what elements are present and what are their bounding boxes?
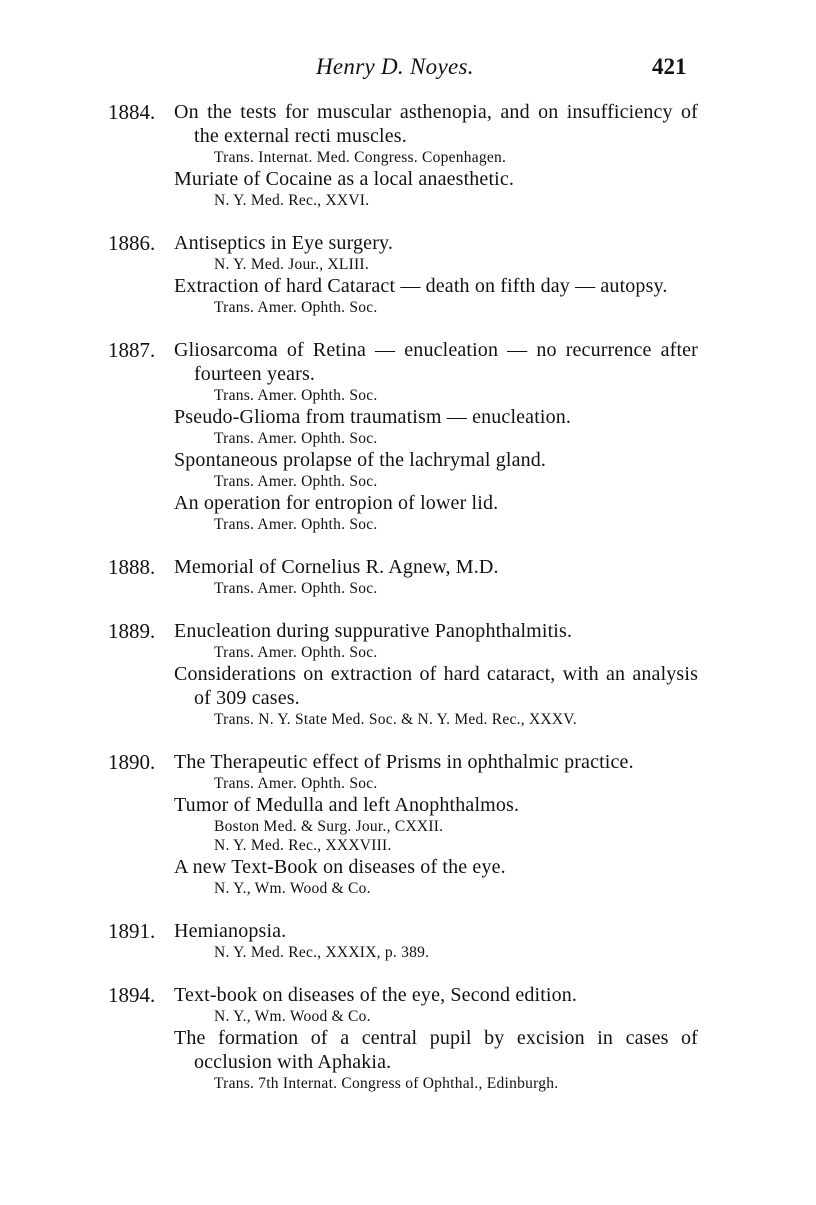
page-header — [0, 54, 816, 86]
publication-title: A new Text-Book on diseases of the eye. — [174, 856, 506, 878]
year-label: 1888. — [108, 555, 156, 579]
publication-entry — [174, 983, 698, 1026]
publication-entry — [174, 555, 698, 598]
publication-title: The Therapeutic effect of Prisms in ophthalmic practice. — [174, 751, 634, 773]
publication-source: Trans. Amer. Ophth. Soc. — [214, 299, 378, 316]
publication-source: Boston Med. & Surg. Jour., CXXII. — [214, 818, 444, 835]
year-group — [108, 555, 698, 598]
publication-entry — [174, 750, 698, 793]
year-label: 1886. — [108, 231, 156, 255]
year-group — [108, 338, 698, 534]
publication-source: N. Y. Med. Rec., XXXVIII. — [214, 837, 392, 854]
publication-source: N. Y., Wm. Wood & Co. — [214, 880, 371, 897]
publication-list — [174, 750, 698, 898]
publication-source: N. Y. Med. Jour., XLIII. — [214, 256, 369, 273]
publication-source: Trans. 7th Internat. Congress of Ophthal., Edinburgh. — [214, 1075, 559, 1092]
publication-entry — [174, 231, 698, 274]
publication-list — [174, 338, 698, 534]
publication-list — [174, 100, 698, 210]
year-label: 1894. — [108, 983, 156, 1007]
year-label: 1889. — [108, 619, 156, 643]
publication-entry — [174, 274, 698, 317]
publication-entry — [174, 491, 698, 534]
publication-list — [174, 983, 698, 1093]
publication-title: Antiseptics in Eye surgery. — [174, 232, 394, 254]
publication-entry — [174, 662, 698, 729]
publication-title: Spontaneous prolapse of the lachrymal gland. — [174, 449, 547, 471]
publication-entry — [174, 619, 698, 662]
year-group — [108, 231, 698, 317]
publication-entry — [174, 793, 698, 855]
publication-source: Trans. Amer. Ophth. Soc. — [214, 473, 378, 490]
publication-entry — [174, 338, 698, 405]
year-label: 1884. — [108, 100, 156, 124]
publication-source: N. Y., Wm. Wood & Co. — [214, 1008, 371, 1025]
publication-source: Trans. Amer. Ophth. Soc. — [214, 644, 378, 661]
running-title: Henry D. Noyes. — [316, 54, 474, 79]
year-group — [108, 919, 698, 962]
publication-title: Muriate of Cocaine as a local anaesthetic. — [174, 168, 515, 190]
year-label: 1887. — [108, 338, 156, 362]
year-group — [108, 750, 698, 898]
publication-title: Gliosarcoma of Retina — enucleation — no recurrence after fourteen years. — [174, 339, 698, 385]
publication-source: Trans. Internat. Med. Congress. Copenhagen. — [214, 149, 507, 166]
bibliography-list — [108, 100, 698, 1114]
publication-entry — [174, 405, 698, 448]
year-group — [108, 983, 698, 1093]
publication-title: Extraction of hard Cataract — death on fifth day — autopsy. — [174, 275, 668, 297]
year-label: 1891. — [108, 919, 156, 943]
year-label: 1890. — [108, 750, 156, 774]
publication-entry — [174, 1026, 698, 1093]
publication-list — [174, 555, 698, 598]
publication-entry — [174, 855, 698, 898]
publication-entry — [174, 167, 698, 210]
publication-entry — [174, 448, 698, 491]
publication-list — [174, 619, 698, 729]
page-number: 421 — [652, 54, 687, 79]
publication-title: Considerations on extraction of hard cataract, with an analysis of 309 cases. — [174, 663, 698, 709]
year-group — [108, 100, 698, 210]
publication-list — [174, 231, 698, 317]
publication-source: Trans. N. Y. State Med. Soc. & N. Y. Med. Rec., XXXV. — [214, 711, 577, 728]
publication-source: Trans. Amer. Ophth. Soc. — [214, 430, 378, 447]
year-group — [108, 619, 698, 729]
publication-source: Trans. Amer. Ophth. Soc. — [214, 580, 378, 597]
publication-title: Hemianopsia. — [174, 920, 287, 942]
publication-entry — [174, 919, 698, 962]
publication-entry — [174, 100, 698, 167]
publication-title: Memorial of Cornelius R. Agnew, M.D. — [174, 556, 499, 578]
publication-title: The formation of a central pupil by excision in cases of occlusion with Aphakia. — [174, 1027, 698, 1073]
publication-source: Trans. Amer. Ophth. Soc. — [214, 387, 378, 404]
publication-list — [174, 919, 698, 962]
publication-title: Text-book on diseases of the eye, Second edition. — [174, 984, 578, 1006]
publication-source: N. Y. Med. Rec., XXVI. — [214, 192, 370, 209]
publication-title: Pseudo-Glioma from traumatism — enucleation. — [174, 406, 572, 428]
publication-title: An operation for entropion of lower lid. — [174, 492, 499, 514]
publication-source: N. Y. Med. Rec., XXXIX, p. 389. — [214, 944, 430, 961]
publication-title: Enucleation during suppurative Panophthalmitis. — [174, 620, 573, 642]
publication-source: Trans. Amer. Ophth. Soc. — [214, 516, 378, 533]
publication-source: Trans. Amer. Ophth. Soc. — [214, 775, 378, 792]
publication-title: Tumor of Medulla and left Anophthalmos. — [174, 794, 520, 816]
publication-title: On the tests for muscular asthenopia, and on insufficiency of the external recti muscles. — [174, 101, 698, 147]
